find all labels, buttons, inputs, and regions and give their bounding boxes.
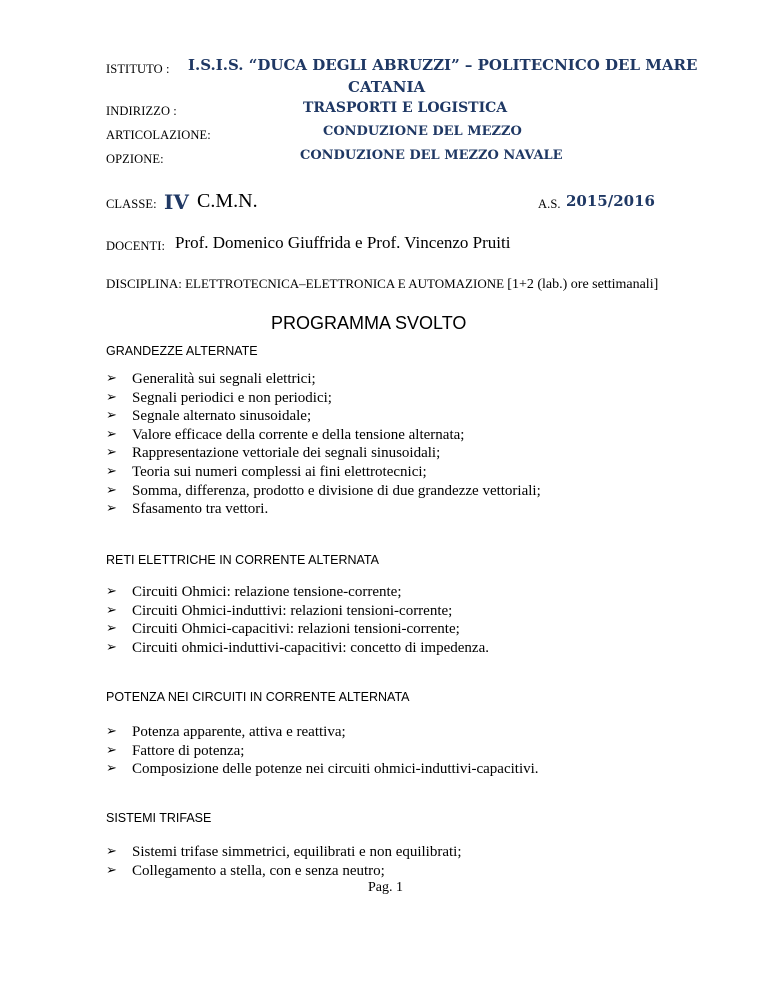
disciplina-value: ELETTROTECNICA–ELETTRONICA E AUTOMAZIONE (185, 276, 505, 291)
opzione-value: CONDUZIONE DEL MEZZO NAVALE (300, 148, 563, 163)
list-item: ➢ Circuiti Ohmici-capacitivi: relazioni tensioni-corrente; (106, 621, 460, 638)
classe-value: C.M.N. (197, 190, 258, 212)
arrow-bullet-icon: ➢ (106, 463, 117, 479)
section-title: GRANDEZZE ALTERNATE (106, 344, 258, 358)
list-item: ➢ Somma, differenza, prodotto e divisione di due grandezze vettoriali; (106, 482, 541, 499)
list-item: ➢ Rappresentazione vettoriale dei segnali sinusoidali; (106, 445, 441, 462)
page-number: Pag. 1 (368, 880, 403, 895)
arrow-bullet-icon: ➢ (106, 408, 117, 424)
list-item: ➢ Fattore di potenza; (106, 742, 245, 759)
bullet-list (106, 583, 489, 657)
arrow-bullet-icon: ➢ (106, 621, 117, 637)
list-item: ➢ Generalità sui segnali elettrici; (106, 371, 316, 387)
arrow-bullet-icon: ➢ (106, 501, 117, 517)
list-item: ➢ Segnale alternato sinusoidale; (106, 408, 312, 425)
istituto-value: I.S.I.S. “DUCA DEGLI ABRUZZI” – POLITECNICO DEL MARE (188, 56, 698, 74)
articolazione-value: CONDUZIONE DEL MEZZO (323, 124, 522, 139)
bullet-list (106, 723, 539, 779)
arrow-bullet-icon: ➢ (106, 761, 117, 777)
list-item: ➢ Circuiti Ohmici-induttivi: relazioni tensioni-corrente; (106, 602, 453, 619)
istituto-label: ISTITUTO : (106, 62, 170, 76)
arrow-bullet-icon: ➢ (106, 445, 117, 461)
arrow-bullet-icon: ➢ (106, 584, 117, 599)
list-item: ➢ Teoria sui numeri complessi ai fini elettrotecnici; (106, 463, 427, 480)
list-item: ➢ Valore efficace della corrente e della tensione alternata; (106, 426, 465, 443)
arrow-bullet-icon: ➢ (106, 862, 117, 878)
anno-scolastico-value: 2015/2016 (566, 192, 655, 210)
indirizzo-label: INDIRIZZO : (106, 104, 177, 118)
arrow-bullet-icon: ➢ (106, 371, 117, 386)
opzione-label: OPZIONE: (106, 152, 164, 166)
list-item: ➢ Sistemi trifase simmetrici, equilibrati e non equilibrati; (106, 844, 462, 860)
classe-number: IV (164, 190, 189, 214)
arrow-bullet-icon: ➢ (106, 602, 117, 618)
list-item: ➢ Potenza apparente, attiva e reattiva; (106, 724, 346, 740)
section-title: RETI ELETTRICHE IN CORRENTE ALTERNATA (106, 553, 379, 567)
list-item: ➢ Segnali periodici e non periodici; (106, 389, 332, 406)
disciplina-label: DISCIPLINA: (106, 276, 182, 291)
arrow-bullet-icon: ➢ (106, 639, 117, 655)
list-item: ➢ Collegamento a stella, con e senza neutro; (106, 862, 385, 879)
arrow-bullet-icon: ➢ (106, 844, 117, 859)
indirizzo-value: TRASPORTI E LOGISTICA (303, 100, 508, 116)
classe-label: CLASSE: (106, 197, 157, 211)
list-item: ➢ Circuiti Ohmici: relazione tensione-corrente; (106, 584, 402, 600)
list-item: ➢ Sfasamento tra vettori. (106, 501, 269, 518)
docenti-label: DOCENTI: (106, 239, 166, 253)
page-title: PROGRAMMA SVOLTO (271, 313, 467, 333)
articolazione-label: ARTICOLAZIONE: (106, 128, 211, 142)
arrow-bullet-icon: ➢ (106, 389, 117, 405)
arrow-bullet-icon: ➢ (106, 482, 117, 498)
section-title: SISTEMI TRIFASE (106, 811, 212, 825)
anno-scolastico-label: A.S. (538, 197, 561, 211)
list-item: ➢ Composizione delle potenze nei circuiti ohmici-induttivi-capacitivi. (106, 761, 539, 778)
arrow-bullet-icon: ➢ (106, 724, 117, 739)
arrow-bullet-icon: ➢ (106, 742, 117, 758)
section-title: POTENZA NEI CIRCUITI IN CORRENTE ALTERNATA (106, 690, 410, 704)
istituto-city: CATANIA (348, 78, 426, 96)
bullet-list (106, 370, 541, 519)
bullet-list (106, 843, 462, 880)
list-item: ➢ Circuiti ohmici-induttivi-capacitivi: concetto di impedenza. (106, 639, 489, 656)
arrow-bullet-icon: ➢ (106, 426, 117, 442)
disciplina-line (106, 276, 658, 293)
docenti-value: Prof. Domenico Giuffrida e Prof. Vincenzo Pruiti (175, 233, 511, 252)
disciplina-hours: [1+2 (lab.) ore settimanali] (507, 277, 659, 292)
